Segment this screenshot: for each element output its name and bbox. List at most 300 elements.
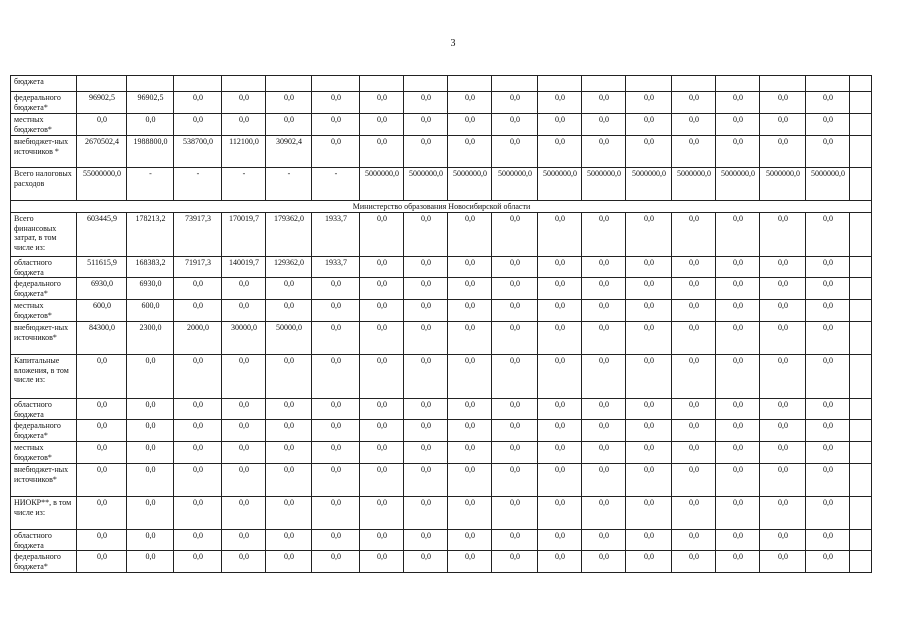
value-cell: 0,0 — [312, 497, 360, 530]
value-cell: 0,0 — [404, 278, 448, 300]
row-label: областного бюджета — [11, 530, 77, 551]
value-cell: 0,0 — [77, 399, 127, 420]
value-cell: 0,0 — [716, 300, 760, 322]
value-cell: 0,0 — [716, 92, 760, 114]
value-cell: 0,0 — [626, 355, 672, 399]
value-cell: 0,0 — [492, 278, 538, 300]
value-cell: 0,0 — [448, 322, 492, 355]
empty-cell — [850, 355, 872, 399]
value-cell: 0,0 — [716, 355, 760, 399]
value-cell: 5000000,0 — [492, 168, 538, 201]
row-label: внебюджет-ных источников* — [11, 464, 77, 497]
value-cell: 0,0 — [404, 300, 448, 322]
value-cell: 0,0 — [492, 300, 538, 322]
value-cell: 2300,0 — [127, 322, 174, 355]
empty-cell — [850, 530, 872, 551]
value-cell: 0,0 — [672, 257, 716, 278]
row-label: НИОКР**, в том числе из: — [11, 497, 77, 530]
value-cell: 0,0 — [626, 530, 672, 551]
value-cell: 0,0 — [760, 355, 806, 399]
value-cell: 0,0 — [360, 420, 404, 442]
value-cell: 0,0 — [806, 399, 850, 420]
value-cell: 0,0 — [222, 464, 266, 497]
value-cell: 0,0 — [266, 530, 312, 551]
value-cell: 0,0 — [492, 322, 538, 355]
value-cell: 0,0 — [492, 355, 538, 399]
value-cell: 0,0 — [312, 399, 360, 420]
value-cell: 0,0 — [582, 442, 626, 464]
value-cell: 0,0 — [77, 530, 127, 551]
value-cell: 0,0 — [582, 114, 626, 136]
value-cell: 0,0 — [404, 257, 448, 278]
value-cell: 0,0 — [538, 442, 582, 464]
table-row — [11, 530, 872, 551]
value-cell: 0,0 — [806, 442, 850, 464]
table-row — [11, 76, 872, 92]
value-cell: 0,0 — [404, 551, 448, 573]
value-cell: 5000000,0 — [582, 168, 626, 201]
empty-cell — [850, 278, 872, 300]
value-cell: 0,0 — [806, 257, 850, 278]
value-cell: 0,0 — [222, 530, 266, 551]
value-cell: 0,0 — [626, 551, 672, 573]
value-cell: 0,0 — [174, 92, 222, 114]
value-cell: 0,0 — [626, 420, 672, 442]
value-cell: 0,0 — [266, 355, 312, 399]
page-number: 3 — [450, 38, 456, 49]
value-cell: 0,0 — [448, 300, 492, 322]
value-cell — [266, 76, 312, 92]
value-cell: 0,0 — [492, 442, 538, 464]
empty-cell — [850, 442, 872, 464]
value-cell: 0,0 — [538, 136, 582, 168]
value-cell: 603445,9 — [77, 213, 127, 257]
value-cell: 0,0 — [266, 551, 312, 573]
value-cell: 0,0 — [672, 497, 716, 530]
table-row — [11, 257, 872, 278]
value-cell: 1933,7 — [312, 257, 360, 278]
value-cell — [404, 76, 448, 92]
value-cell — [312, 76, 360, 92]
empty-cell — [850, 114, 872, 136]
row-label: Всего финансовых затрат, в том числе из: — [11, 213, 77, 257]
value-cell: 0,0 — [266, 464, 312, 497]
value-cell: 0,0 — [360, 114, 404, 136]
empty-cell — [850, 92, 872, 114]
value-cell: 0,0 — [404, 442, 448, 464]
value-cell — [492, 76, 538, 92]
value-cell: 140019,7 — [222, 257, 266, 278]
value-cell: 0,0 — [538, 355, 582, 399]
value-cell: 0,0 — [626, 114, 672, 136]
value-cell: 0,0 — [360, 530, 404, 551]
value-cell: 0,0 — [806, 92, 850, 114]
value-cell: 0,0 — [806, 530, 850, 551]
value-cell: 0,0 — [360, 136, 404, 168]
value-cell: 0,0 — [806, 322, 850, 355]
value-cell: 0,0 — [582, 257, 626, 278]
value-cell: 0,0 — [806, 300, 850, 322]
value-cell: 0,0 — [806, 464, 850, 497]
value-cell: 0,0 — [492, 530, 538, 551]
value-cell: 0,0 — [672, 136, 716, 168]
value-cell: 0,0 — [77, 114, 127, 136]
value-cell: 0,0 — [312, 464, 360, 497]
value-cell: 0,0 — [312, 420, 360, 442]
value-cell: 0,0 — [716, 257, 760, 278]
value-cell: 73917,3 — [174, 213, 222, 257]
value-cell: 0,0 — [448, 136, 492, 168]
value-cell: 0,0 — [222, 399, 266, 420]
value-cell: 0,0 — [222, 278, 266, 300]
value-cell — [672, 76, 716, 92]
row-label: местных бюджетов* — [11, 442, 77, 464]
row-label: бюджета — [11, 76, 77, 92]
value-cell: 0,0 — [672, 114, 716, 136]
empty-cell — [850, 76, 872, 92]
value-cell: 0,0 — [672, 442, 716, 464]
value-cell: 0,0 — [672, 213, 716, 257]
row-label: областного бюджета — [11, 257, 77, 278]
value-cell: 0,0 — [538, 114, 582, 136]
value-cell: 0,0 — [582, 530, 626, 551]
value-cell: 0,0 — [448, 530, 492, 551]
value-cell: 129362,0 — [266, 257, 312, 278]
row-label: внебюджет-ных источников* — [11, 322, 77, 355]
empty-cell — [850, 420, 872, 442]
value-cell: - — [266, 168, 312, 201]
value-cell: 0,0 — [222, 114, 266, 136]
value-cell: 0,0 — [222, 355, 266, 399]
value-cell — [538, 76, 582, 92]
row-label: федерального бюджета* — [11, 420, 77, 442]
value-cell — [626, 76, 672, 92]
value-cell: 0,0 — [404, 420, 448, 442]
value-cell: 0,0 — [174, 355, 222, 399]
value-cell: 5000000,0 — [360, 168, 404, 201]
value-cell: 0,0 — [716, 399, 760, 420]
table-row — [11, 278, 872, 300]
value-cell: 170019,7 — [222, 213, 266, 257]
value-cell: 178213,2 — [127, 213, 174, 257]
value-cell: 0,0 — [312, 355, 360, 399]
value-cell: 0,0 — [360, 92, 404, 114]
value-cell: 0,0 — [492, 551, 538, 573]
table-row — [11, 136, 872, 168]
value-cell: 0,0 — [582, 399, 626, 420]
empty-cell — [850, 551, 872, 573]
value-cell: 0,0 — [127, 551, 174, 573]
value-cell: 0,0 — [806, 420, 850, 442]
value-cell: 0,0 — [760, 551, 806, 573]
table-row — [11, 213, 872, 257]
table-row — [11, 551, 872, 573]
value-cell: 0,0 — [404, 92, 448, 114]
table-row — [11, 92, 872, 114]
value-cell — [716, 76, 760, 92]
value-cell: 0,0 — [538, 92, 582, 114]
value-cell: 0,0 — [448, 92, 492, 114]
value-cell — [222, 76, 266, 92]
value-cell: 30000,0 — [222, 322, 266, 355]
row-label: Капитальные вложения, в том числе из: — [11, 355, 77, 399]
section-heading: Министерство образования Новосибирской области — [11, 201, 872, 213]
value-cell: 0,0 — [174, 420, 222, 442]
value-cell: 0,0 — [127, 442, 174, 464]
value-cell: 0,0 — [448, 213, 492, 257]
value-cell: 0,0 — [404, 497, 448, 530]
value-cell: 96902,5 — [127, 92, 174, 114]
value-cell: 0,0 — [716, 114, 760, 136]
value-cell: 168383,2 — [127, 257, 174, 278]
value-cell: 0,0 — [266, 92, 312, 114]
value-cell: 0,0 — [404, 136, 448, 168]
value-cell: 0,0 — [448, 278, 492, 300]
empty-cell — [850, 399, 872, 420]
value-cell: 0,0 — [266, 399, 312, 420]
row-label: областного бюджета — [11, 399, 77, 420]
value-cell: 5000000,0 — [760, 168, 806, 201]
value-cell: 0,0 — [448, 420, 492, 442]
value-cell: 0,0 — [626, 278, 672, 300]
value-cell: 1988800,0 — [127, 136, 174, 168]
value-cell: 0,0 — [626, 136, 672, 168]
value-cell: 0,0 — [127, 530, 174, 551]
value-cell: 0,0 — [174, 464, 222, 497]
value-cell: 0,0 — [672, 300, 716, 322]
value-cell: 0,0 — [360, 464, 404, 497]
value-cell: 30902,4 — [266, 136, 312, 168]
value-cell: 71917,3 — [174, 257, 222, 278]
value-cell: 0,0 — [448, 114, 492, 136]
value-cell: 0,0 — [806, 278, 850, 300]
value-cell: 0,0 — [582, 497, 626, 530]
value-cell: 0,0 — [448, 399, 492, 420]
value-cell: 0,0 — [222, 497, 266, 530]
empty-cell — [850, 257, 872, 278]
value-cell: 0,0 — [716, 464, 760, 497]
value-cell: 5000000,0 — [448, 168, 492, 201]
table-row — [11, 497, 872, 530]
value-cell: 0,0 — [266, 114, 312, 136]
row-label: федерального бюджета* — [11, 551, 77, 573]
value-cell: 2000,0 — [174, 322, 222, 355]
value-cell: 0,0 — [538, 322, 582, 355]
value-cell: 0,0 — [266, 278, 312, 300]
value-cell: 0,0 — [77, 551, 127, 573]
value-cell: 0,0 — [127, 464, 174, 497]
value-cell: 0,0 — [312, 442, 360, 464]
value-cell: - — [127, 168, 174, 201]
value-cell: 0,0 — [174, 300, 222, 322]
value-cell: 600,0 — [77, 300, 127, 322]
value-cell: 0,0 — [760, 92, 806, 114]
value-cell: 0,0 — [492, 136, 538, 168]
value-cell: 0,0 — [77, 355, 127, 399]
value-cell: 0,0 — [760, 399, 806, 420]
empty-cell — [850, 497, 872, 530]
value-cell: 55000000,0 — [77, 168, 127, 201]
value-cell: 0,0 — [404, 322, 448, 355]
value-cell: 2670502,4 — [77, 136, 127, 168]
value-cell: 0,0 — [760, 136, 806, 168]
value-cell: 179362,0 — [266, 213, 312, 257]
value-cell: 0,0 — [806, 213, 850, 257]
value-cell: 0,0 — [174, 278, 222, 300]
value-cell: 0,0 — [312, 530, 360, 551]
value-cell — [582, 76, 626, 92]
value-cell: 0,0 — [806, 114, 850, 136]
value-cell: 0,0 — [266, 497, 312, 530]
value-cell: 0,0 — [77, 464, 127, 497]
table-row — [11, 442, 872, 464]
row-label: федерального бюджета* — [11, 278, 77, 300]
value-cell: 0,0 — [760, 530, 806, 551]
value-cell: 0,0 — [716, 136, 760, 168]
value-cell: 0,0 — [312, 278, 360, 300]
value-cell: 0,0 — [174, 114, 222, 136]
row-label: федерального бюджета* — [11, 92, 77, 114]
value-cell: 0,0 — [582, 355, 626, 399]
value-cell: 0,0 — [222, 300, 266, 322]
value-cell: 538700,0 — [174, 136, 222, 168]
value-cell: 0,0 — [760, 213, 806, 257]
value-cell: 0,0 — [222, 551, 266, 573]
value-cell: 0,0 — [538, 399, 582, 420]
empty-cell — [850, 464, 872, 497]
value-cell: 0,0 — [360, 355, 404, 399]
value-cell: 0,0 — [538, 300, 582, 322]
value-cell: 0,0 — [222, 92, 266, 114]
value-cell: 0,0 — [760, 114, 806, 136]
value-cell: 0,0 — [404, 114, 448, 136]
value-cell: 0,0 — [404, 530, 448, 551]
value-cell: 0,0 — [538, 257, 582, 278]
value-cell: 0,0 — [266, 442, 312, 464]
value-cell: 0,0 — [448, 551, 492, 573]
value-cell: 0,0 — [492, 497, 538, 530]
value-cell: 0,0 — [582, 300, 626, 322]
value-cell: 0,0 — [174, 530, 222, 551]
table-body — [11, 76, 872, 573]
value-cell: 0,0 — [360, 497, 404, 530]
value-cell: 0,0 — [626, 442, 672, 464]
value-cell: 96902,5 — [77, 92, 127, 114]
value-cell: 0,0 — [806, 497, 850, 530]
value-cell: 0,0 — [582, 136, 626, 168]
value-cell: 5000000,0 — [806, 168, 850, 201]
value-cell: 0,0 — [806, 551, 850, 573]
value-cell: 0,0 — [760, 278, 806, 300]
value-cell: 0,0 — [626, 92, 672, 114]
value-cell: 0,0 — [716, 322, 760, 355]
value-cell: 0,0 — [492, 420, 538, 442]
value-cell: 0,0 — [626, 464, 672, 497]
table-row — [11, 168, 872, 201]
value-cell: 0,0 — [360, 257, 404, 278]
value-cell: 0,0 — [360, 300, 404, 322]
value-cell: 0,0 — [312, 300, 360, 322]
value-cell: 0,0 — [538, 497, 582, 530]
value-cell: 0,0 — [492, 92, 538, 114]
value-cell: 0,0 — [360, 213, 404, 257]
value-cell: 0,0 — [672, 92, 716, 114]
value-cell: 0,0 — [582, 322, 626, 355]
value-cell: 0,0 — [492, 257, 538, 278]
value-cell: 5000000,0 — [626, 168, 672, 201]
value-cell: 6930,0 — [127, 278, 174, 300]
value-cell: 0,0 — [582, 420, 626, 442]
value-cell: 0,0 — [760, 442, 806, 464]
value-cell: 0,0 — [222, 442, 266, 464]
value-cell: 0,0 — [672, 420, 716, 442]
value-cell: 0,0 — [672, 278, 716, 300]
row-label: внебюджет-ных источников * — [11, 136, 77, 168]
value-cell: 0,0 — [174, 399, 222, 420]
value-cell: 0,0 — [266, 420, 312, 442]
value-cell: 0,0 — [360, 551, 404, 573]
value-cell: - — [222, 168, 266, 201]
value-cell — [174, 76, 222, 92]
value-cell: 0,0 — [360, 322, 404, 355]
value-cell: 0,0 — [312, 551, 360, 573]
value-cell: 0,0 — [626, 257, 672, 278]
value-cell: 0,0 — [716, 442, 760, 464]
value-cell: 0,0 — [760, 322, 806, 355]
value-cell: 6930,0 — [77, 278, 127, 300]
value-cell: 0,0 — [404, 213, 448, 257]
value-cell: - — [312, 168, 360, 201]
value-cell: 0,0 — [538, 464, 582, 497]
value-cell: 0,0 — [582, 92, 626, 114]
table-row — [11, 322, 872, 355]
table-row — [11, 355, 872, 399]
value-cell: 0,0 — [404, 464, 448, 497]
value-cell: 0,0 — [582, 213, 626, 257]
empty-cell — [850, 322, 872, 355]
value-cell: 0,0 — [626, 497, 672, 530]
budget-table — [10, 75, 872, 573]
value-cell: 0,0 — [448, 442, 492, 464]
value-cell: 5000000,0 — [538, 168, 582, 201]
value-cell: 0,0 — [538, 551, 582, 573]
value-cell: 0,0 — [360, 399, 404, 420]
value-cell: 0,0 — [716, 420, 760, 442]
value-cell: 0,0 — [716, 497, 760, 530]
value-cell: 0,0 — [582, 464, 626, 497]
value-cell: 0,0 — [312, 114, 360, 136]
value-cell: 0,0 — [448, 464, 492, 497]
value-cell: 0,0 — [127, 114, 174, 136]
value-cell: 0,0 — [492, 399, 538, 420]
value-cell: 0,0 — [672, 464, 716, 497]
value-cell: 84300,0 — [77, 322, 127, 355]
value-cell: 0,0 — [174, 442, 222, 464]
value-cell: 0,0 — [312, 92, 360, 114]
value-cell: 0,0 — [127, 355, 174, 399]
value-cell: 0,0 — [404, 355, 448, 399]
table-row — [11, 399, 872, 420]
table-row — [11, 114, 872, 136]
value-cell: 0,0 — [582, 278, 626, 300]
value-cell: 5000000,0 — [672, 168, 716, 201]
value-cell — [77, 76, 127, 92]
row-label: местных бюджетов* — [11, 114, 77, 136]
value-cell: 50000,0 — [266, 322, 312, 355]
value-cell: 0,0 — [760, 257, 806, 278]
value-cell: 0,0 — [626, 300, 672, 322]
value-cell: 0,0 — [77, 442, 127, 464]
